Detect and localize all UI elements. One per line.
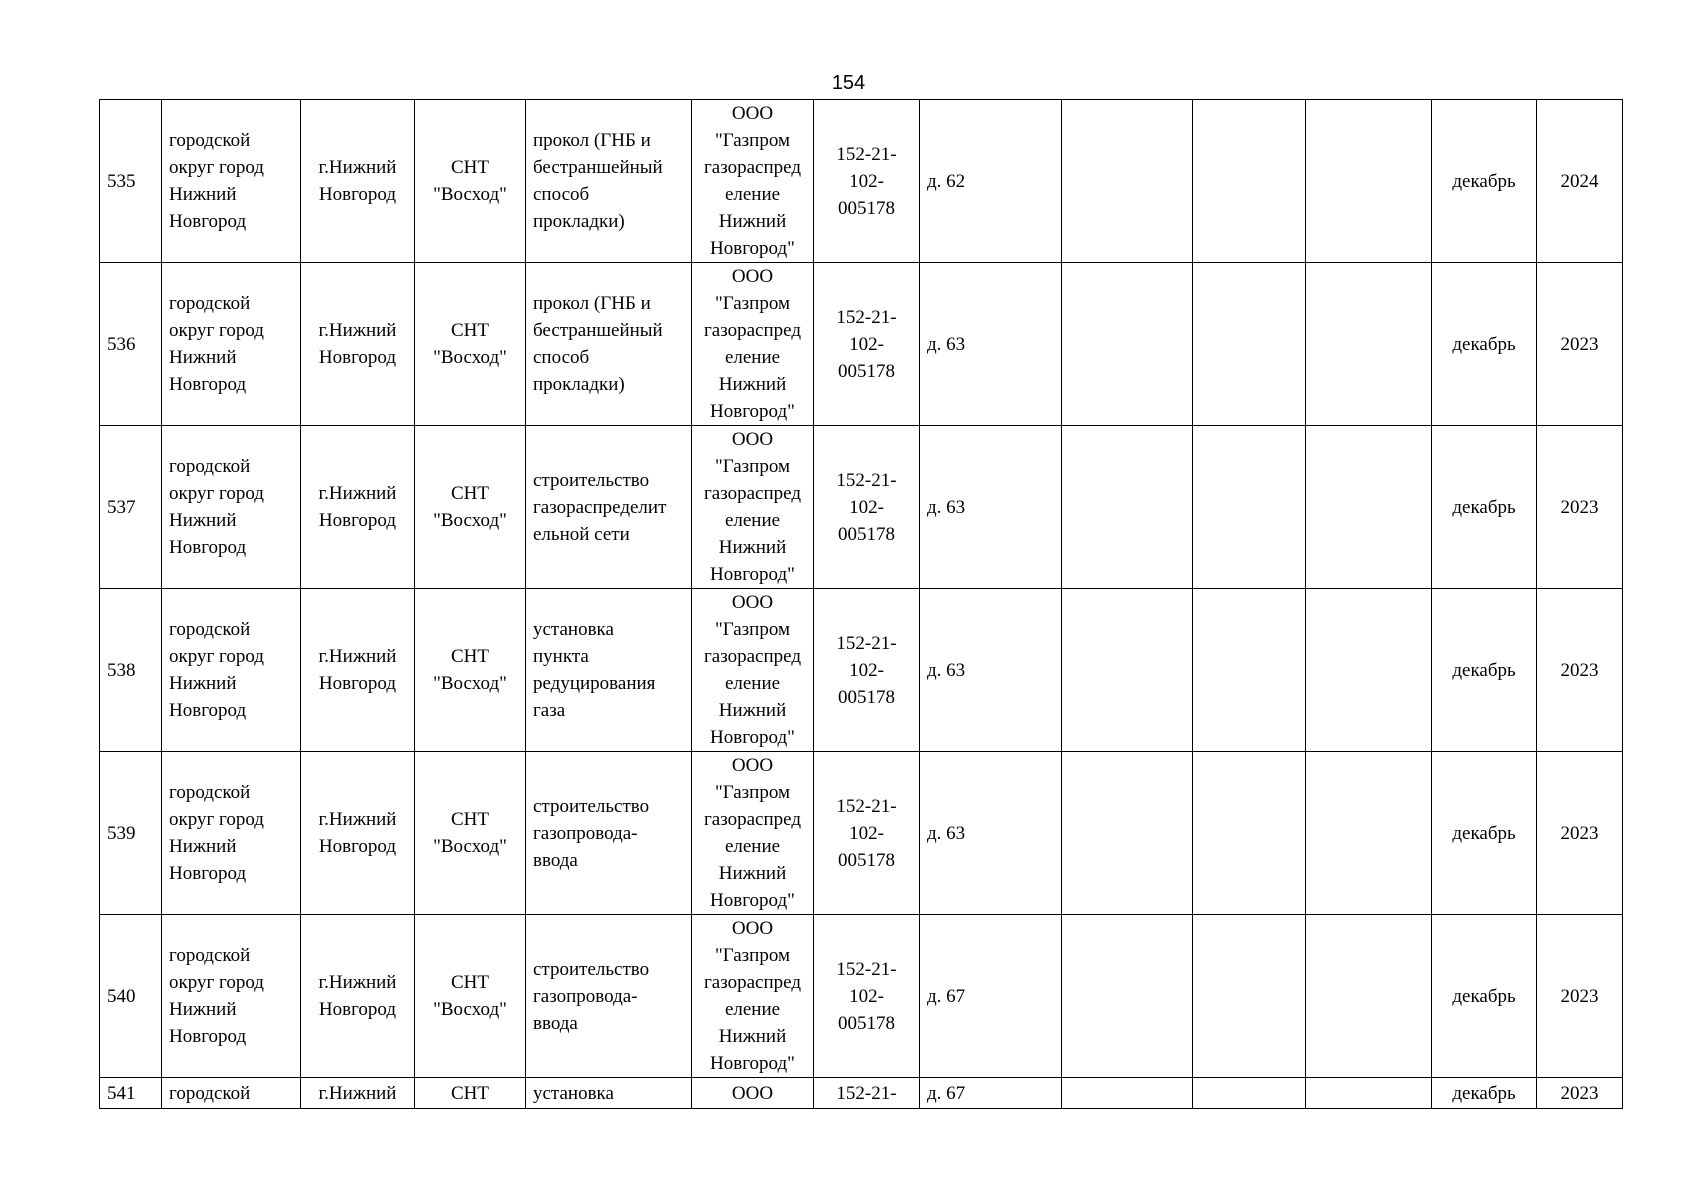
organization-cell-line: "Газпром [714,782,791,803]
settlement-cell-line: СНТ [451,320,489,341]
district-cell [162,915,301,1078]
code-cell-line: 152-21- [836,143,897,165]
organization-cell-line: Новгород" [710,564,795,585]
code-cell-line: 152-21- [836,469,897,491]
house-cell: д. 67 [920,915,1062,1078]
settlement-cell [415,752,526,915]
code-cell-line: 005178 [838,197,895,219]
year-cell: 2023 [1537,1078,1623,1109]
district-cell-line: городской [169,782,251,803]
settlement-cell-line: СНТ [451,157,489,178]
organization-cell-line: Новгород" [710,401,795,422]
work-type-cell-line: газопровода- [533,822,638,844]
city-cell-line: Новгород [318,510,397,531]
work-type-cell [526,263,692,426]
organization-cell-line: газораспред [703,646,801,667]
settlement-cell-line: СНТ [451,809,489,830]
month-cell: декабрь [1432,915,1537,1078]
work-type-cell [526,426,692,589]
district-cell: городской [162,1078,301,1109]
row-number-cell: 535 [100,100,162,263]
work-type-cell-line: газораспределит [533,496,667,518]
district-cell-line: Нижний [169,999,237,1020]
organization-cell-line: Нижний [718,1026,787,1047]
district-cell-line: Нижний [169,184,237,205]
district-cell-line: округ город [169,320,264,341]
organization-cell-line: "Газпром [714,293,791,314]
organization-cell [692,589,814,752]
empty-cell [1306,589,1432,752]
district-cell [162,589,301,752]
organization-cell-line: еление [724,673,781,694]
empty-cell [1062,426,1193,589]
organization-cell-line: Новгород" [710,890,795,911]
empty-cell [1193,263,1306,426]
empty-cell [1193,589,1306,752]
organization-cell-line: "Газпром [714,456,791,477]
table-row [100,100,1623,263]
house-cell: д. 62 [920,100,1062,263]
district-cell [162,752,301,915]
code-cell [814,752,920,915]
work-type-cell-line: прокладки) [533,211,625,232]
table-row [100,263,1623,426]
settlement-cell-line: СНТ [451,972,489,993]
empty-cell [1062,100,1193,263]
organization-cell-line: ООО [731,429,774,450]
code-cell-line: 005178 [838,360,895,382]
work-type-cell-line: способ [533,184,590,205]
empty-cell [1193,915,1306,1078]
district-cell [162,263,301,426]
month-cell: декабрь [1432,1078,1537,1109]
city-cell [301,263,415,426]
city-cell-line: г.Нижний [318,483,397,504]
settlement-cell-line: "Восход" [433,836,507,857]
organization-cell-line: газораспред [703,157,801,178]
district-cell-line: Новгород [169,863,247,884]
organization-cell-line: газораспред [703,972,801,993]
month-cell: декабрь [1432,426,1537,589]
empty-cell [1306,263,1432,426]
work-type-cell-line: способ [533,347,590,368]
organization-cell-line: еление [724,347,781,368]
work-type-cell [526,752,692,915]
settlement-cell-line: "Восход" [433,999,507,1020]
organization-cell-line: газораспред [703,320,801,341]
table-row [100,589,1623,752]
code-cell-line: 152-21- [836,958,897,980]
table-row [100,426,1623,589]
district-cell-line: городской [169,456,251,477]
city-cell-line: г.Нижний [318,809,397,830]
code-cell-line: 152-21- [836,632,897,654]
district-cell-line: городской [169,945,251,966]
year-cell: 2023 [1537,589,1623,752]
district-cell-line: округ город [169,157,264,178]
row-number-cell: 536 [100,263,162,426]
district-cell-line: городской [169,293,251,314]
settlement-cell-line: "Восход" [433,510,507,531]
code-cell-line: 005178 [838,686,895,708]
work-type-cell-line: строительство [533,469,650,491]
organization-cell-line: ООО [731,103,774,124]
city-cell-line: Новгород [318,999,397,1020]
table-row [100,752,1623,915]
organization-cell-line: еление [724,510,781,531]
district-cell-line: городской [169,130,251,151]
city-cell-line: г.Нижний [318,157,397,178]
code-cell [814,589,920,752]
district-cell [162,426,301,589]
work-type-cell-line: редуцирования [533,673,656,694]
empty-cell [1062,1078,1193,1109]
table-row [100,915,1623,1078]
year-cell: 2023 [1537,263,1623,426]
city-cell-line: Новгород [318,347,397,368]
organization-cell-line: Нижний [718,700,787,721]
empty-cell [1193,752,1306,915]
organization-cell [692,263,814,426]
organization-cell-line: "Газпром [714,945,791,966]
district-cell-line: Нижний [169,347,237,368]
code-cell-line: 005178 [838,523,895,545]
empty-cell [1062,915,1193,1078]
district-cell [162,100,301,263]
empty-cell [1193,426,1306,589]
organization-cell-line: газораспред [703,483,801,504]
work-type-cell-line: строительство [533,958,650,980]
organization-cell [692,752,814,915]
settlement-cell-line: "Восход" [433,347,507,368]
work-type-cell-line: газопровода- [533,985,638,1007]
city-cell [301,589,415,752]
district-cell-line: округ город [169,809,264,830]
empty-cell [1062,263,1193,426]
house-cell: д. 63 [920,426,1062,589]
house-cell: д. 63 [920,263,1062,426]
district-cell-line: Новгород [169,1026,247,1047]
city-cell-line: Новгород [318,836,397,857]
city-cell-line: Новгород [318,673,397,694]
organization-cell-line: еление [724,184,781,205]
organization-cell-line: Нижний [718,863,787,884]
house-cell: д. 67 [920,1078,1062,1109]
organization-cell-line: еление [724,999,781,1020]
code-cell-line: 005178 [838,849,895,871]
code-cell [814,426,920,589]
settlement-cell-line: "Восход" [433,673,507,694]
work-type-cell-line: прокол (ГНБ и [533,293,651,314]
organization-cell [692,100,814,263]
organization-cell-line: Новгород" [710,727,795,748]
code-cell-line: 102- [849,496,884,518]
organization-cell-line: Нижний [718,374,787,395]
table-body [100,100,1623,1109]
organization-cell [692,915,814,1078]
work-type-cell: установка [526,1078,692,1109]
settlement-cell [415,426,526,589]
organization-cell-line: ООО [731,918,774,939]
organization-cell [692,426,814,589]
row-number-cell: 538 [100,589,162,752]
organization-cell-line: ООО [731,266,774,287]
code-cell-line: 102- [849,333,884,355]
district-cell-line: Новгород [169,211,247,232]
work-type-cell-line: установка [533,619,614,640]
code-cell [814,263,920,426]
city-cell-line: г.Нижний [318,646,397,667]
code-cell-line: 152-21- [836,795,897,817]
month-cell: декабрь [1432,589,1537,752]
code-cell-line: 102- [849,822,884,844]
settlement-cell-line: СНТ [451,483,489,504]
code-cell-line: 102- [849,659,884,681]
code-cell: 152-21- [814,1078,920,1109]
organization-cell-line: Новгород" [710,1053,795,1074]
city-cell-line: г.Нижний [318,320,397,341]
district-cell-line: Нижний [169,673,237,694]
empty-cell [1062,752,1193,915]
code-cell-line: 102- [849,985,884,1007]
empty-cell [1306,100,1432,263]
year-cell: 2023 [1537,752,1623,915]
work-type-cell-line: ельной сети [533,523,630,545]
empty-cell [1306,752,1432,915]
work-type-cell-line: бестраншейный [533,157,663,178]
year-cell: 2024 [1537,100,1623,263]
work-type-cell [526,589,692,752]
month-cell: декабрь [1432,100,1537,263]
work-type-cell-line: ввода [533,849,578,871]
empty-cell [1193,1078,1306,1109]
district-cell-line: городской [169,619,251,640]
city-cell: г.Нижний [301,1078,415,1109]
empty-cell [1306,915,1432,1078]
district-cell-line: округ город [169,972,264,993]
organization-cell-line: ООО [731,592,774,613]
settlement-cell [415,589,526,752]
district-cell-line: округ город [169,646,264,667]
work-type-cell-line: ввода [533,1012,578,1034]
table-row-partial [100,1078,1623,1109]
city-cell [301,100,415,263]
empty-cell [1193,100,1306,263]
work-type-cell-line: бестраншейный [533,320,663,341]
month-cell: декабрь [1432,263,1537,426]
district-cell-line: Новгород [169,537,247,558]
empty-cell [1062,589,1193,752]
organization-cell-line: Новгород" [710,238,795,259]
district-cell-line: Нижний [169,510,237,531]
settlement-cell-line: СНТ [451,646,489,667]
district-cell-line: Нижний [169,836,237,857]
organization-cell: ООО [692,1078,814,1109]
empty-cell [1306,1078,1432,1109]
city-cell-line: г.Нижний [318,972,397,993]
organization-cell-line: ООО [731,755,774,776]
work-type-cell-line: прокладки) [533,374,625,395]
house-cell: д. 63 [920,589,1062,752]
row-number-cell: 537 [100,426,162,589]
house-cell: д. 63 [920,752,1062,915]
row-number-cell: 541 [100,1078,162,1109]
code-cell [814,915,920,1078]
organization-cell-line: газораспред [703,809,801,830]
registry-table [99,99,1623,1109]
page-number: 154 [831,72,866,94]
code-cell-line: 005178 [838,1012,895,1034]
organization-cell-line: Нижний [718,537,787,558]
work-type-cell-line: пункта [533,646,589,667]
city-cell [301,752,415,915]
district-cell-line: Новгород [169,374,247,395]
work-type-cell [526,915,692,1078]
settlement-cell: СНТ [415,1078,526,1109]
city-cell-line: Новгород [318,184,397,205]
settlement-cell [415,263,526,426]
work-type-cell-line: строительство [533,795,650,817]
city-cell [301,915,415,1078]
empty-cell [1306,426,1432,589]
year-cell: 2023 [1537,915,1623,1078]
code-cell-line: 152-21- [836,306,897,328]
organization-cell-line: Нижний [718,211,787,232]
work-type-cell-line: газа [533,700,566,721]
month-cell: декабрь [1432,752,1537,915]
year-cell: 2023 [1537,426,1623,589]
work-type-cell [526,100,692,263]
district-cell-line: округ город [169,483,264,504]
organization-cell-line: "Газпром [714,619,791,640]
district-cell-line: Новгород [169,700,247,721]
settlement-cell [415,100,526,263]
code-cell-line: 102- [849,170,884,192]
code-cell [814,100,920,263]
work-type-cell-line: прокол (ГНБ и [533,130,651,151]
organization-cell-line: "Газпром [714,130,791,151]
row-number-cell: 540 [100,915,162,1078]
settlement-cell-line: "Восход" [433,184,507,205]
organization-cell-line: еление [724,836,781,857]
settlement-cell [415,915,526,1078]
city-cell [301,426,415,589]
row-number-cell: 539 [100,752,162,915]
